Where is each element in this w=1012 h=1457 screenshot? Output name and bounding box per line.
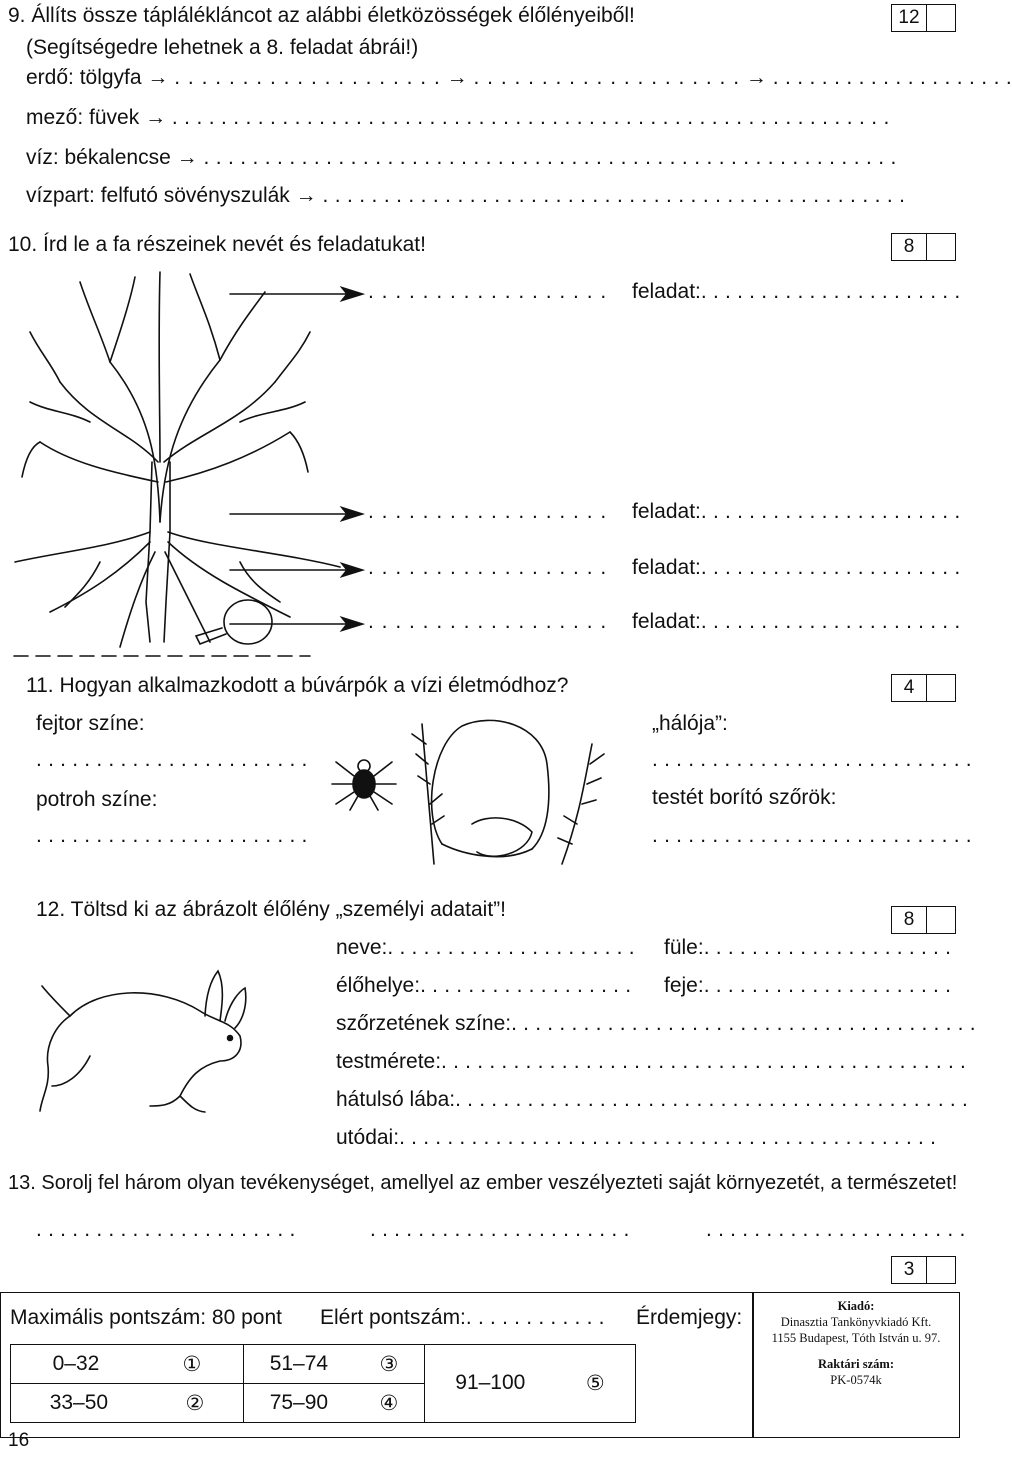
hare-icon (40, 971, 246, 1112)
task10-row (632, 556, 960, 580)
spider-icon (332, 760, 396, 810)
row-label: víz: békalencse (26, 146, 171, 169)
task10-row (368, 610, 607, 634)
grade-mark: ① (182, 1352, 202, 1376)
grade-mark: ⑤ (585, 1372, 605, 1395)
task10-points: 8 (892, 234, 927, 260)
answer-blank[interactable]: . . . . . . . . . . . . . . . . . . . . (473, 66, 741, 89)
hair-label: testét borító szőrök: (652, 786, 837, 809)
abdomen-blank[interactable]: . . . . . . . . . . . . . . . . . . . . . . . (36, 824, 308, 847)
task10-row (368, 500, 607, 524)
function-label: feladat: (632, 280, 701, 303)
field-blank[interactable]: . . . . . . . . . . . . . . . . . . . . . (703, 936, 952, 959)
task9-score-box (891, 4, 956, 32)
task10-row (368, 280, 607, 304)
part-name-blank[interactable]: . . . . . . . . . . . . . . . . . . (368, 280, 608, 303)
arrow-icon: → (176, 146, 198, 169)
field-blank[interactable]: . . . . . . . . . . . . . . . . . . . . . (703, 974, 952, 997)
task12-row-ears (664, 936, 951, 960)
frame-divider (752, 1292, 754, 1438)
part-name-blank[interactable]: . . . . . . . . . . . . . . . . . . (368, 500, 608, 523)
task9-row-waterside (26, 184, 905, 208)
arrow-icon: → (145, 106, 167, 129)
task10-row (632, 500, 960, 524)
field-label: hátulsó lába: (336, 1088, 456, 1111)
score-blank[interactable] (927, 234, 955, 260)
grade-range: 75–90 (269, 1390, 329, 1414)
activity-blank-3[interactable]: . . . . . . . . . . . . . . . . . . . . . . (706, 1218, 966, 1241)
task10-row (632, 280, 960, 304)
function-label: feladat: (632, 610, 701, 633)
field-blank[interactable]: . . . . . . . . . . . . . . . . . . (420, 974, 632, 997)
function-blank[interactable]: . . . . . . . . . . . . . . . . . . . . . . (700, 610, 961, 633)
task13-score-box (891, 1256, 956, 1284)
field-blank[interactable]: . . . . . . . . . . . . . . . . . . . . . (387, 936, 635, 959)
web-label: „hálója”: (652, 712, 728, 735)
task10-title: 10. Írd le a fa részeinek nevét és feladatukat! (8, 233, 426, 256)
arrow-icon: → (745, 66, 767, 89)
arrow-icon: → (446, 66, 468, 89)
field-blank[interactable]: . . . . . . . . . . . . . . . . . . . . . . . . . . . . . . . . . . . . . . . . . . . . . (399, 1126, 937, 1149)
abdomen-label: potroh színe: (36, 788, 158, 811)
task9-hint: (Segítségedre lehetnek a 8. feladat ábrái!) (26, 36, 419, 59)
field-label: neve: (336, 936, 388, 959)
grade-range: 91–100 (455, 1371, 526, 1394)
field-label: testmérete: (336, 1050, 442, 1073)
answer-blank[interactable]: . . . . . . . . . . . . . . . . . . . . . . . . . . . . . . . . . . . . . . . . . . . . . . . . . . . . . . . . . . . (171, 106, 890, 129)
grade-mark: ③ (379, 1352, 399, 1376)
publisher-info (756, 1298, 956, 1388)
field-label: szőrzetének színe: (336, 1012, 512, 1035)
field-label: feje: (664, 974, 704, 997)
field-blank[interactable]: . . . . . . . . . . . . . . . . . . . . . . . . . . . . . . . . . . . . . . . . . . . (455, 1088, 969, 1111)
field-blank[interactable]: . . . . . . . . . . . . . . . . . . . . . . . . . . . . . . . . . . . . . . . (511, 1012, 976, 1035)
hair-blank[interactable]: . . . . . . . . . . . . . . . . . . . . . . . . . . . (652, 824, 972, 847)
task13-points: 3 (892, 1257, 927, 1283)
activity-blank-2[interactable]: . . . . . . . . . . . . . . . . . . . . . . (370, 1218, 630, 1241)
grade-range: 33–50 (49, 1390, 109, 1414)
score-blank[interactable] (927, 907, 955, 933)
achieved-label: Elért pontszám: (320, 1306, 466, 1329)
air-bell-icon (432, 720, 549, 856)
task12-row-habitat (336, 974, 631, 998)
task12-score-box (891, 906, 956, 934)
publisher-label: Kiadó: (837, 1299, 875, 1313)
page-number: 16 (8, 1430, 30, 1451)
row-label: vízpart: felfutó sövényszulák (26, 184, 290, 207)
function-blank[interactable]: . . . . . . . . . . . . . . . . . . . . . . (700, 556, 961, 579)
grade-cell (244, 1384, 425, 1423)
task12-row-name (336, 936, 635, 960)
task9-row-forest (26, 66, 1012, 90)
stock-number: PK-0574k (830, 1373, 882, 1387)
part-name-blank[interactable]: . . . . . . . . . . . . . . . . . . (368, 610, 608, 633)
field-label: utódai: (336, 1126, 400, 1149)
grade-range: 0–32 (52, 1351, 100, 1375)
task12-row-hindleg (336, 1088, 968, 1112)
answer-blank[interactable]: . . . . . . . . . . . . . . . . . . . . . . . . . . . . . . . . . . . . . . . . . . . . . . . . (322, 184, 906, 207)
task11-points: 4 (892, 675, 927, 701)
task11-score-box (891, 674, 956, 702)
task11-title: 11. Hogyan alkalmazkodott a búvárpók a vízi életmódhoz? (26, 674, 569, 697)
task10-row (368, 556, 607, 580)
arrow-icon: → (295, 184, 317, 207)
task10-row (632, 610, 960, 634)
task12-row-head (664, 974, 951, 998)
max-points: Maximális pontszám: 80 pont (10, 1306, 282, 1329)
function-blank[interactable]: . . . . . . . . . . . . . . . . . . . . . . (700, 500, 961, 523)
publisher-name: Dinasztia Tankönyvkiadó Kft. (780, 1315, 932, 1329)
task10-score-box (891, 233, 956, 261)
grade-range: 51–74 (269, 1351, 329, 1375)
answer-blank[interactable]: . . . . . . . . . . . . . . . . . . . . (772, 66, 1012, 89)
grade-cell (11, 1384, 244, 1423)
task13-title: 13. Sorolj fel három olyan tevékenységet, amellyel az ember veszélyezteti saját környezetét, a természetet! (8, 1172, 958, 1194)
score-blank[interactable] (927, 675, 955, 701)
row-label: erdő: tölgyfa (26, 66, 142, 89)
achieved-blank[interactable]: . . . . . . . . . . . . (465, 1306, 605, 1329)
function-label: feladat: (632, 500, 701, 523)
achieved-points (320, 1306, 605, 1330)
task9-title: 9. Állíts össze táplálékláncot az alábbi életközösségek élőlényeiből! (8, 4, 635, 27)
task12-title: 12. Töltsd ki az ábrázolt élőlény „személyi adatait”! (36, 898, 506, 921)
cephalothorax-label: fejtor színe: (36, 712, 145, 735)
stock-label: Raktári szám: (817, 1357, 895, 1371)
grade-cell (244, 1345, 425, 1384)
function-label: feladat: (632, 556, 701, 579)
grade-label: Érdemjegy: (636, 1306, 743, 1329)
task9-row-water (26, 146, 897, 170)
grade-cell (11, 1345, 244, 1384)
field-label: élőhelye: (336, 974, 421, 997)
field-label: füle: (664, 936, 704, 959)
score-blank[interactable] (927, 5, 955, 31)
row-label: mező: füvek (26, 106, 140, 129)
field-blank[interactable]: . . . . . . . . . . . . . . . . . . . . . . . . . . . . . . . . . . . . . . . . . . . . (441, 1050, 967, 1073)
task12-row-offspring (336, 1126, 936, 1150)
grade-mark: ② (185, 1391, 205, 1415)
task12-row-size (336, 1050, 966, 1074)
task9-points: 12 (892, 5, 927, 31)
web-blank[interactable]: . . . . . . . . . . . . . . . . . . . . . . . . . . . (652, 748, 972, 771)
tree-pointer-arrows (228, 282, 368, 632)
arrow-icon: → (147, 66, 169, 89)
cephalothorax-blank[interactable]: . . . . . . . . . . . . . . . . . . . . . . . (36, 748, 308, 771)
publisher-address: 1155 Budapest, Tóth István u. 97. (771, 1331, 941, 1345)
task12-points: 8 (892, 907, 927, 933)
answer-blank[interactable]: . . . . . . . . . . . . . . . . . . . . . . . . . . . . . . . . . . . . . . . . . . . . . . . . . . . . . . . . . (203, 146, 897, 169)
function-blank[interactable]: . . . . . . . . . . . . . . . . . . . . . . (700, 280, 961, 303)
task12-row-fur (336, 1012, 976, 1036)
water-spider-illustration (322, 704, 622, 874)
score-blank[interactable] (927, 1257, 955, 1283)
grade-mark: ④ (379, 1391, 399, 1415)
part-name-blank[interactable]: . . . . . . . . . . . . . . . . . . (368, 556, 608, 579)
grade-cell (425, 1345, 636, 1423)
activity-blank-1[interactable]: . . . . . . . . . . . . . . . . . . . . . . (36, 1218, 296, 1241)
hare-illustration (30, 966, 260, 1126)
task9-row-meadow (26, 106, 890, 130)
grade-table (10, 1344, 636, 1423)
answer-blank[interactable]: . . . . . . . . . . . . . . . . . . . . (174, 66, 441, 89)
